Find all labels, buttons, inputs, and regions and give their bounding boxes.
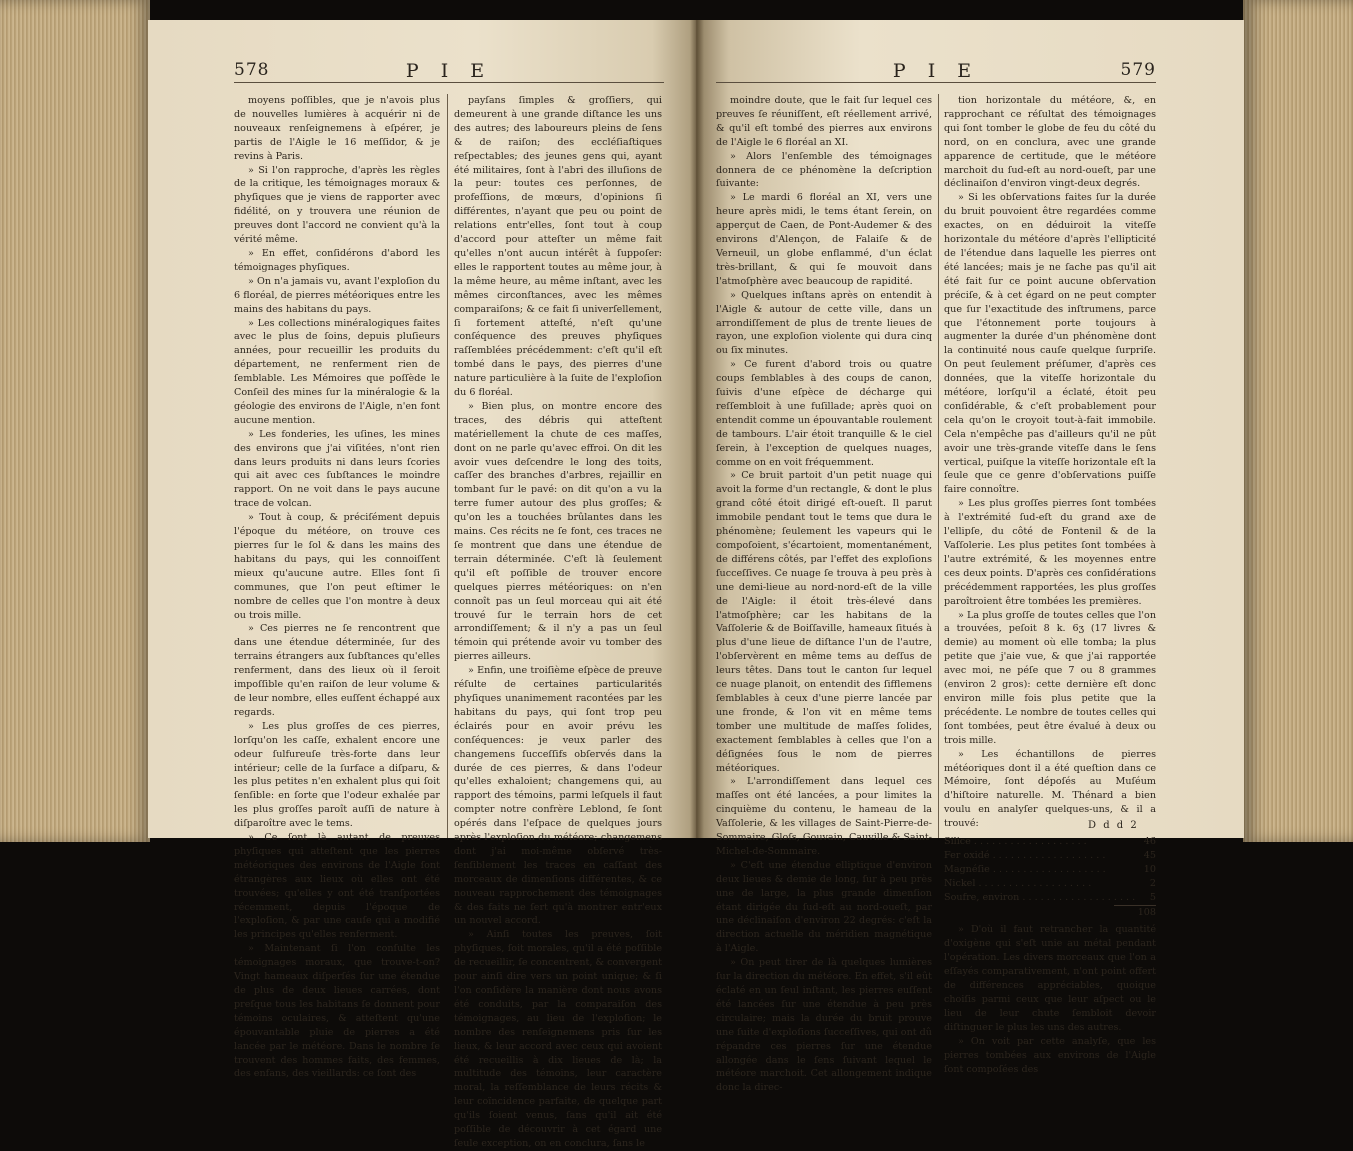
paragraph: » Enfin, une troiſième eſpèce de preuve réſulte de certaines particularités phyſiques unanimement racontées par les habitans du pays, qui ſont trop peu éclairés pour en avoir prévu les conſéquences: je veux parler des changemens ſucceſſifs obſervés dans la durée de ces pierres, & dans l'odeur qu'elles exhaloient; changemens qui, au rapport des témoins, parmi leſquels il faut compter notre confrère Leblond, ſe ſont opérés dans l'eſpace de quelques jours après l'exploſion du météore; changemens dont j'ai moi-même obſervé très-ſenſiblement les traces en caſſant des morceaux de dimenſions différentes, & ce nouveau rapprochement des témoignages & des faits ne ſert qu'à montrer entr'eux un nouvel accord. bbox=[454, 665, 662, 927]
analysis-table bbox=[944, 835, 1156, 919]
paragraph: » Le mardi 6 floréal an XI, vers une heure après midi, le tems étant ſerein, on apperçut de Caen, de Pont-Audemer & des environs d'Alençon, de Falaiſe & de Verneuil, un globe enflammé, d'un éclat très-brillant, & qui ſe mouvoit dans l'atmoſphère avec beaucoup de rapidité. bbox=[716, 192, 932, 287]
paragraph: » Ce bruit partoit d'un petit nuage qui avoit la forme d'un rectangle, & dont le plus grand côté étoit dirigé eſt-oueſt. Il parut immobile pendant tout le tems que dura le phénomène; ſeulement les vapeurs qui le compoſoient, s'écartoient, momentanément, de différens côtés, par l'effet des exploſions ſucceſſives. Ce nuage ſe trouva à peu près à une demi-lieue au nord-nord-eſt de la ville de l'Aigle: il étoit très-élevé dans l'atmoſphère; car les habitans de la Vaſſolerie & de Boiſſaville, hameaux ſitués à plus d'une lieue de diſtance l'un de l'autre, l'obſervèrent en même tems au deſſus de leurs têtes. Dans tout le canton ſur lequel ce nuage planoit, on entendit des ſifflemens ſemblables à ceux d'une pierre lancée par une fronde, & l'on vit en même tems tomber une multitude de maſſes ſolides, exactement ſemblables à celles que l'on a déſignées ſous le nom de pierres météoriques. bbox=[716, 470, 932, 774]
paragraph: tion horizontale du météore, &, en rapprochant ce réſultat des témoignages qui ſont tomber le globe de feu du côté du nord, on en conclura, avec une grande apparence de certitude, que le météore marchoit du ſud-eſt au nord-oueſt, par une déclinaiſon d'environ vingt-deux degrés. bbox=[944, 95, 1156, 190]
right-page-header bbox=[716, 60, 1156, 86]
signature-mark: D d d 2 bbox=[1088, 820, 1139, 831]
running-head: P I E bbox=[405, 60, 493, 82]
running-head: P I E bbox=[892, 60, 980, 82]
table-total: 108 bbox=[1114, 905, 1156, 920]
paragraph: » Maintenant ſi l'on conſulte les témoignages moraux, que trouve-t-on? Vingt hameaux diſperſés ſur une étendue de plus de deux lieues carrées, dont preſque tous les habitans ſe donnent pour témoins oculaires, & atteſtent qu'une épouvantable pluie de pierres a été lancée par le météore. Dans le nombre ſe trouvent des hommes faits, des femmes, des enfans, des vieillards: ce ſont des bbox=[234, 943, 440, 1080]
right-page-edges bbox=[1243, 0, 1353, 842]
component-value: 10 bbox=[1143, 863, 1156, 875]
page-number: 579 bbox=[1120, 60, 1156, 80]
paragraph: » Ce furent d'abord trois ou quatre coups ſemblables à des coups de canon, ſuivis d'une eſpèce de décharge qui reſſembloit à une fuſillade; après quoi on entendit comme un épouvantable roulement de tambours. L'air étoit tranquille & le ciel ſerein, à l'exception de quelques nuages, comme on en voit fréquemment. bbox=[716, 359, 932, 468]
table-row bbox=[944, 891, 1156, 905]
component-value: 2 bbox=[1149, 877, 1156, 889]
paragraph: payſans ſimples & groſſiers, qui demeurent à une grande diſtance les uns des autres; des laboureurs pleins de ſens & de raiſon; des eccléſiaſtiques reſpectables; des jeunes gens qui, ayant été militaires, ſont à l'abri des illuſions de la peur: toutes ces perſonnes, de profeſſions, de mœurs, d'opinions ſi différentes, n'ayant que peu ou point de relations entr'elles, ſont tout à coup d'accord pour atteſter un même fait qu'elles n'ont aucun intérêt à ſuppoſer: elles le rapportent toutes au même jour, à la même heure, au même inſtant, avec les mêmes circonſtances, avec les mêmes comparaiſons; & ce fait ſi univerſellement, ſi fortement atteſté, n'eſt qu'une conſéquence des preuves phyſiques raſſemblées précédemment: c'eſt qu'il eſt tombé dans le pays, des pierres d'une nature particulière à la ſuite de l'exploſion du 6 floréal. bbox=[454, 95, 662, 399]
right-column-1 bbox=[716, 94, 932, 1094]
component-label: Fer oxidé . . . . . . . . . . . . . . . . . . . bbox=[944, 849, 1106, 861]
component-value: 45 bbox=[1143, 849, 1156, 861]
paragraph: » Quelques inſtans après on entendit à l'Aigle & autour de cette ville, dans un arrondiſſement de plus de trente lieues de rayon, une exploſion violente qui dura cinq ou ſix minutes. bbox=[716, 289, 932, 357]
paragraph: » On n'a jamais vu, avant l'exploſion du 6 floréal, de pierres météoriques entre les mains des habitans du pays. bbox=[234, 275, 440, 315]
paragraph: » Si l'on rapproche, d'après les règles de la critique, les témoignages moraux & phyſiques que je viens de rapporter avec fidélité, on y trouvera une réunion de preuves dont l'accord ne convient qu'à la vérité même. bbox=[234, 164, 440, 246]
paragraph: » Alors l'enſemble des témoignages donnera de ce phénomène la deſcription ſuivante: bbox=[716, 150, 932, 190]
book-gutter bbox=[690, 20, 704, 838]
paragraph: moindre doute, que le fait ſur lequel ces preuves ſe réuniſſent, eſt réellement arrivé, & qu'il eſt tombé des pierres aux environs de l'Aigle le 6 floréal an XI. bbox=[716, 95, 932, 148]
left-column-1 bbox=[234, 94, 440, 1080]
paragraph: » Les fonderies, les uſines, les mines des environs que j'ai viſitées, n'ont rien dans leurs produits ni dans leurs ſcories qui ait avec ces ſubſtances le moindre rapport. On ne voit dans le pays aucune trace de volcan. bbox=[234, 428, 440, 510]
paragraph: moyens poſſibles, que je n'avois plus de nouvelles lumières à acquérir ni de nouveaux renſeignemens à eſpérer, je partis de l'Aigle le 16 meſſidor, & je revins à Paris. bbox=[234, 95, 440, 162]
table-row bbox=[944, 835, 1156, 849]
page-number: 578 bbox=[234, 60, 270, 80]
paragraph: » Les plus groſſes pierres ſont tombées à l'extrémité ſud-eſt du grand axe de l'ellipſe, du côté de Fontenil & de la Vaſſolerie. Les plus petites ſont tombées à l'autre extrémité, & les moyennes entre ces deux points. D'après ces conſidérations précédemment rapportées, les plus groſſes paroîtroient être tombées les premières. bbox=[944, 498, 1156, 607]
component-label: Nickel . . . . . . . . . . . . . . . . . . . bbox=[944, 877, 1092, 889]
paragraph: » Ce ſont là autant de preuves phyſiques qui atteſtent que les pierres météoriques des environs de l'Aigle ſont étrangères aux lieux où elles ont été trouvées; qu'elles y ont été tranſportées récemment, depuis l'époque de l'exploſion, & par une cauſe qui a modifié les principes qu'elles renferment. bbox=[234, 832, 440, 941]
paragraph: » C'eſt une étendue elliptique d'environ deux lieues & demie de long, ſur à peu près une de large, la plus grande dimenſion étant dirigée du ſud-eſt au nord-oueſt, par une déclinaiſon d'environ 22 degrés: c'eſt la direction actuelle du méridien magnétique à l'Aigle. bbox=[716, 859, 932, 955]
paragraph: » Les échantillons de pierres météoriques dont il a été queſtion dans ce Mémoire, ſont dépoſés au Muſéum d'hiſtoire naturelle. M. Thénard a bien voulu en analyſer quelques-uns, & il a trouvé: bbox=[944, 748, 1156, 830]
paragraph: » Les plus groſſes de ces pierres, lorſqu'on les caſſe, exhalent encore une odeur ſulfureuſe très-forte dans leur intérieur; celle de la ſurface a diſparu, & les plus petites n'en exhalent plus qui ſoit ſenſible: en ſorte que l'odeur exhalée par les plus groſſes paroît auſſi de nature à diſparoître avec le tems. bbox=[234, 720, 440, 830]
paragraph: » Les collections minéralogiques faites avec le plus de ſoins, depuis pluſieurs années, pour recueillir les produits du département, ne renferment rien de ſemblable. Les Mémoires que poſſède le Conſeil des mines ſur la minéralogie & la géologie des environs de l'Aigle, n'en font aucune mention. bbox=[234, 317, 440, 426]
paragraph: » Ces pierres ne ſe rencontrent que dans une étendue déterminée, ſur des terrains étrangers aux ſubſtances qu'elles renferment, dans des lieux où il ſeroit impoſſible qu'en raiſon de leur volume & de leur nombre, elles euſſent échappé aux regards. bbox=[234, 623, 440, 718]
header-rule bbox=[716, 82, 1156, 83]
header-rule bbox=[234, 82, 664, 83]
paragraph: » D'où il faut retrancher la quantité d'oxigène qui s'eſt unie au métal pendant l'opération. Les divers morceaux que l'on a eſſayés comparativement, n'ont point offert de différences appréciables, quoique choiſis parmi ceux que leur aſpect ou le lieu de leur chute ſembloit devoir diſtinguer le plus les uns des autres. bbox=[944, 924, 1156, 1033]
paragraph: » Ainſi toutes les preuves, ſoit phyſiques, ſoit morales, qu'il a été poſſible de recueillir, ſe concentrent, & convergent pour ainſi dire vers un point unique; & ſi l'on conſidère la manière dont nous avons été conduits, par la comparaiſon des témoignages, au lieu de l'exploſion; le nombre des renſeignemens pris ſur les lieux, & leur accord avec ceux qui avoient été recueillis à dix lieues de là; la multitude des témoins, leur caractère moral, la reſſemblance de leurs récits & leur coïncidence parfaite, de quelque part qu'ils ſoient venus, ſans qu'il ait été poſſible de découvrir à cet égard une ſeule exception, on en conclura, ſans le bbox=[454, 929, 662, 1149]
paragraph: » On peut tirer de là quelques lumières ſur la direction du météore. En effet, s'il eût éclaté en un ſeul inſtant, les pierres euſſent été lancées ſur une étendue à peu près circulaire; mais la durée du bruit prouve une ſuite d'exploſions ſucceſſives, qui ont dû répandre ces pierres ſur une étendue allongée dans le ſens ſuivant lequel le météore marchoit. Cet allongement indique donc la direc- bbox=[716, 957, 932, 1094]
table-row bbox=[944, 863, 1156, 877]
left-page bbox=[148, 20, 696, 1149]
paragraph: » L'arrondiſſement dans lequel ces maſſes ont été lancées, a pour limites la cinquième du contenu, le hameau de la Vaſſolerie, & les villages de Saint-Pierre-de-Sommaire, Gloſs, Gouvain, Cauville & Saint-Michel-de-Sommaire. bbox=[716, 776, 932, 857]
left-page-edges bbox=[0, 0, 150, 842]
component-value: 46 bbox=[1143, 836, 1156, 848]
table-row bbox=[944, 877, 1156, 891]
left-column-2 bbox=[454, 94, 662, 1149]
paragraph: » Si les obſervations faites ſur la durée du bruit pouvoient être regardées comme exactes, on en déduiroit la viteſſe horizontale du météore d'après l'ellipticité de l'étendue dans laquelle les pierres ont été lancées; mais je ne ſache pas qu'il ait été fait ſur ce point aucune obſervation préciſe, & à cet égard on ne peut compter que ſur l'exactitude des inſtrumens, parce que l'étonnement porte toujours à augmenter la durée d'un phénomène dont la continuité nous cauſe quelque ſurpriſe. On peut ſeulement préſumer, d'après ces données, que la viteſſe horizontale du météore, lorſqu'il a éclaté, étoit peu conſidérable, & c'eſt probablement pour cela qu'on le croyoit tout-à-fait immobile. Cela n'empêche pas d'ailleurs qu'il ne pût avoir une très-grande viteſſe dans le ſens vertical, puiſque la viteſſe horizontale eſt la ſeule que ce genre d'obſervations puiſſe faire connoître. bbox=[944, 192, 1156, 496]
paragraph: » La plus groſſe de toutes celles que l'on a trouvées, peſoit 8 k. 6ʒ (17 livres & demie) au moment où elle tomba; la plus petite que j'aie vue, & que j'ai rapportée avec moi, ne péſe que 7 ou 8 grammes (environ 2 gros): cette dernière eſt donc environ mille fois plus petite que la précédente. Le nombre de toutes celles qui ſont tombées, peut être évalué à deux ou trois mille. bbox=[944, 609, 1156, 746]
column-divider bbox=[447, 94, 448, 838]
column-divider bbox=[938, 94, 939, 838]
paragraph: » Bien plus, on montre encore des traces, des débris qui atteſtent matériellement la chute de ces maſſes, dont on ne parle qu'avec effroi. On dit les avoir vues deſcendre le long des toits, caſſer des branches d'arbres, rejaillir en tombant ſur le pavé: on dit qu'on a vu la terre fumer autour des plus groſſes; & qu'on les a touchées brûlantes dans les mains. Ces récits ne ſe font, ces traces ne ſe montrent que dans une étendue de terrain déterminée. C'eſt là ſeulement qu'il eſt poſſible de trouver encore quelques pierres météoriques: on n'en connoît pas un ſeul morceau qui ait été trouvé ſur le terrain hors de cet arrondiſſement; & il n'y a pas un ſeul témoin qui prétende avoir vu tomber des pierres ailleurs. bbox=[454, 400, 662, 663]
component-label: Silice . . . . . . . . . . . . . . . . . . . bbox=[944, 836, 1087, 848]
left-page-header bbox=[234, 60, 664, 86]
component-label: Soufre, environ . . . . . . . . . . . . . . . . . . . bbox=[944, 891, 1136, 903]
paragraph: » On voit par cette analyſe, que les pierres tombées aux environs de l'Aigle ſont compoſées des bbox=[944, 1035, 1156, 1075]
paragraph: » En effet, conſidérons d'abord les témoignages phyſiques. bbox=[234, 247, 440, 273]
component-value: 5 bbox=[1149, 891, 1156, 903]
component-label: Magnéſie . . . . . . . . . . . . . . . . . . . bbox=[944, 863, 1106, 875]
table-row bbox=[944, 849, 1156, 863]
paragraph: » Tout à coup, & préciſément depuis l'époque du météore, on trouve ces pierres ſur le ſol & dans les mains des habitans du pays, qui les connoiſſent mieux qu'aucune autre. Elles ſont ſi communes, que l'on peut eſtimer le nombre de celles que l'on montre à deux ou trois mille. bbox=[234, 512, 440, 621]
right-page bbox=[696, 20, 1244, 1094]
